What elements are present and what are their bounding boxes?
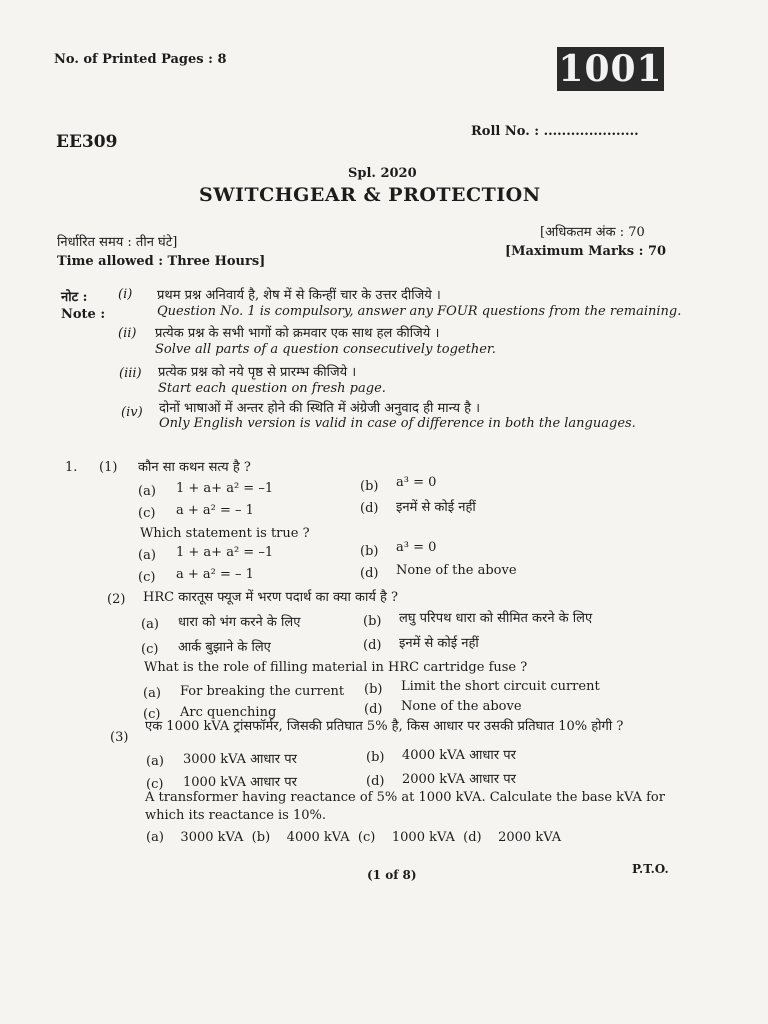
part-question-english: A transformer having reactance of 5% at 1000 kVA. Calculate the base kVA for [145,790,665,805]
option-label: (a) [138,484,156,499]
subject-title: SWITCHGEAR & PROTECTION [199,184,541,206]
option-text: 1 + a+ a² = –1 [176,481,274,496]
option-label: (a) [138,548,156,563]
marks-hindi: [अधिकतम अंक : 70 [540,225,645,240]
printed-pages: No. of Printed Pages : 8 [54,52,227,67]
option-text: For breaking the current [180,684,345,699]
note-label-english: Note : [61,307,106,322]
option-label: (b) [364,682,383,697]
time-hindi: निर्धारित समय : तीन घंटे] [57,235,178,250]
option-text: 2000 kVA आधार पर [402,772,516,787]
note-english: Start each question on fresh page. [158,381,386,396]
option-label: (a) [141,617,159,632]
option-text: a³ = 0 [396,540,437,555]
part-question-hindi: HRC कारतूस फ्यूज में भरण पदार्थ का क्या कार्य है ? [143,590,399,605]
part-number: (1) [99,460,118,475]
option-label: (d) [360,566,379,581]
option-text: a³ = 0 [396,475,437,490]
option-label: (d) [360,501,379,516]
option-label: (c) [138,506,156,521]
option-text: 3000 kVA आधार पर [183,752,297,767]
option-label: (b) [363,614,382,629]
option-text: a + a² = – 1 [176,567,254,582]
option-label: (a) [143,686,161,701]
option-label: (d) [364,702,383,717]
paper-code: EE309 [56,132,118,152]
note-num: (ii) [118,326,137,341]
note-hindi: दोनों भाषाओं में अन्तर होने की स्थिति में अंग्रेजी अनुवाद ही मान्य है । [159,401,481,416]
option-text: None of the above [401,699,522,714]
exam-session: Spl. 2020 [348,166,417,181]
part-question-english-cont: which its reactance is 10%. [145,808,327,823]
time-english: Time allowed : Three Hours] [57,254,266,269]
option-label: (d) [363,638,382,653]
note-num: (iv) [121,405,143,420]
option-label: (b) [366,750,385,765]
note-hindi: प्रत्येक प्रश्न को नये पृष्ठ से प्रारम्भ कीजिये । [158,365,357,380]
page-number: (1 of 8) [367,868,417,882]
option-label: (b) [360,544,379,559]
note-english: Only English version is valid in case of difference in both the languages. [159,416,636,431]
note-hindi: प्रथम प्रश्न अनिवार्य है, शेष में से किन्हीं चार के उत्तर दीजिये । [157,288,441,303]
part-question-hindi: एक 1000 kVA ट्रांसफॉर्मर, जिसकी प्रतिघात 5% है, किस आधार पर उसकी प्रतिघात 10% होगी ? [145,719,624,734]
option-text: इनमें से कोई नहीं [399,636,479,651]
part-question-english: What is the role of filling material in HRC cartridge fuse ? [144,660,528,675]
option-label: (d) [366,774,385,789]
note-hindi: प्रत्येक प्रश्न के सभी भागों को क्रमवार एक साथ हल कीजिये । [155,326,440,341]
note-english: Solve all parts of a question consecutively together. [155,342,496,357]
option-text: इनमें से कोई नहीं [396,500,476,515]
option-text: a + a² = – 1 [176,503,254,518]
note-num: (iii) [119,366,142,381]
pto-label: P.T.O. [632,862,669,876]
option-label: (a) [146,754,164,769]
option-label: (b) [360,479,379,494]
note-label-hindi: नोट : [61,290,88,305]
option-text: Arc quenching [180,705,277,720]
note-num: (i) [118,287,133,302]
option-text: Limit the short circuit current [401,679,600,694]
roll-number: Roll No. : ..................... [471,124,639,139]
part-number: (2) [107,592,126,607]
option-text: धारा को भंग करने के लिए [178,615,301,630]
option-text: 1 + a+ a² = –1 [176,545,274,560]
paper-serial-code: 1001 [558,48,663,90]
option-text: लघु परिपथ धारा को सीमित करने के लिए [399,611,593,626]
note-english: Question No. 1 is compulsory, answer any FOUR questions from the remaining. [157,304,682,319]
option-text: आर्क बुझाने के लिए [178,640,271,655]
option-label: (c) [138,570,156,585]
part-question-hindi: कौन सा कथन सत्य है ? [138,460,251,475]
marks-english: [Maximum Marks : 70 [505,244,667,259]
option-label: (c) [146,777,164,792]
options-line: (a) 3000 kVA (b) 4000 kVA (c) 1000 kVA (d) 2000 kVA [146,830,562,845]
part-question-english: Which statement is true ? [140,526,310,541]
part-number: (3) [110,730,129,745]
option-label: (c) [141,642,159,657]
option-text: 4000 kVA आधार पर [402,748,516,763]
option-label: (c) [143,707,161,722]
option-text: 1000 kVA आधार पर [183,775,297,790]
question-number: 1. [65,460,78,475]
option-text: None of the above [396,563,517,578]
